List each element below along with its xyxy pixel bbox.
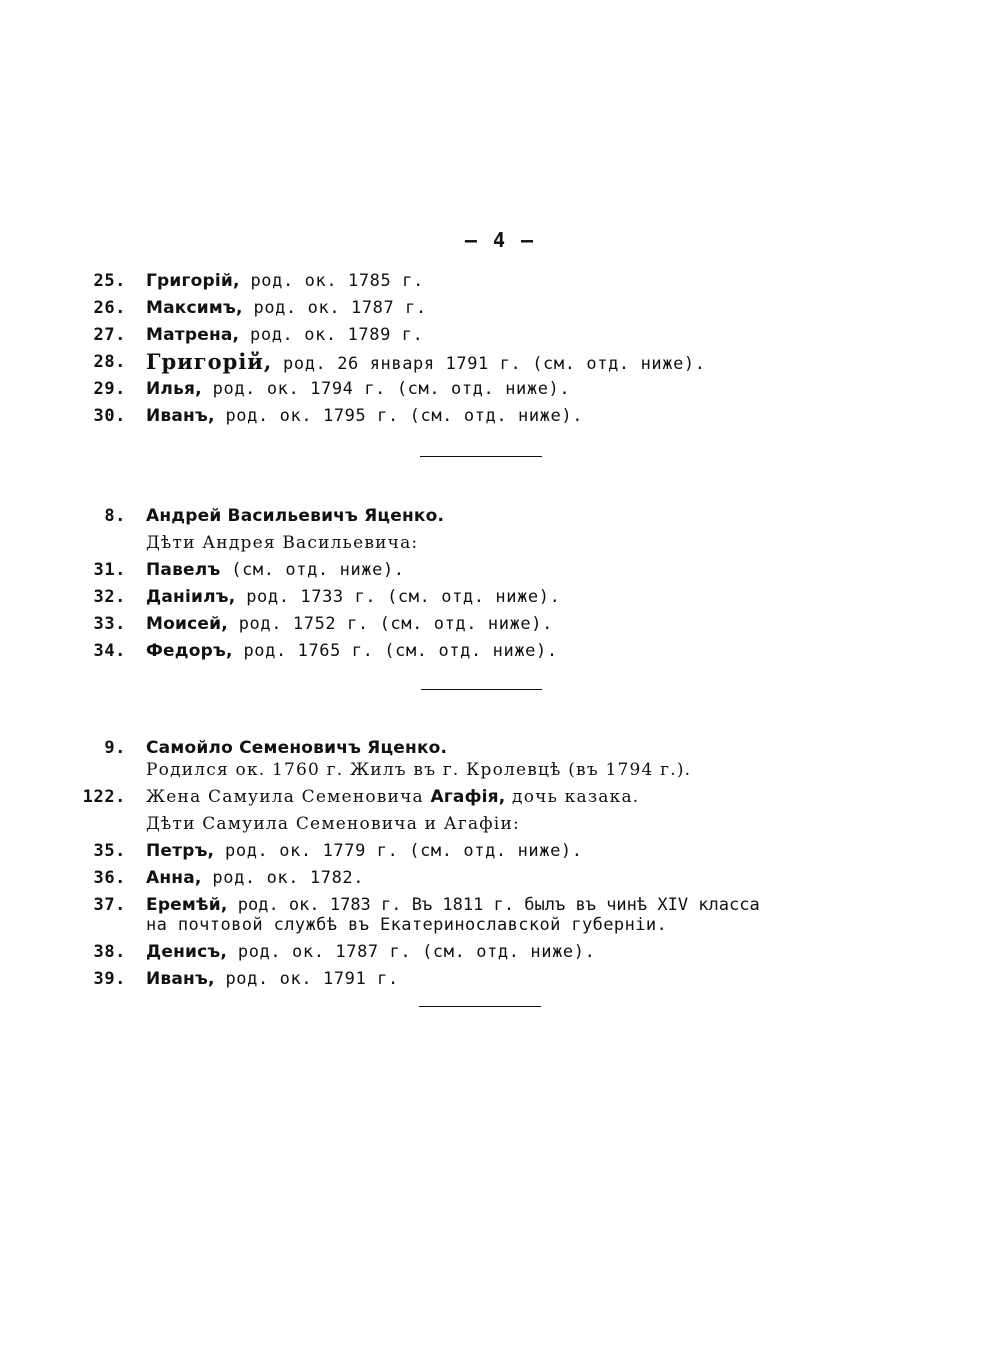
entry-details: род. ок. 1791 г. <box>214 969 399 989</box>
entry-number: 33. <box>93 614 126 634</box>
person-name: Анна, <box>146 868 202 888</box>
section-divider <box>419 1006 541 1007</box>
entry-details: род. ок. 1794 г. (см. отд. ниже). <box>201 379 571 399</box>
entry-details: род. ок. 1789 г. <box>239 325 424 345</box>
entry-number: 35. <box>93 841 126 861</box>
person-name: Матрена, <box>146 325 240 345</box>
section-divider <box>420 456 542 457</box>
entry-number: 9. <box>104 738 126 758</box>
entry-number: 122. <box>82 787 126 807</box>
person-name: Илья, <box>146 379 202 399</box>
person-name: Петръ, <box>146 841 215 861</box>
person-name: Даніилъ, <box>146 587 236 607</box>
person-name: Григорій, <box>146 271 240 291</box>
entry-number: 39. <box>93 969 126 989</box>
page-number: — 4 — <box>464 228 536 252</box>
entry-details: род. ок. 1783 г. Въ 1811 г. былъ въ чинѣ XIV класса <box>227 895 760 915</box>
entry-details: род. ок. 1785 г. <box>239 271 424 291</box>
entry-details: род. 1752 г. (см. отд. ниже). <box>227 614 553 634</box>
entry-details: род. 26 января 1791 г. (см. отд. ниже). <box>272 354 706 374</box>
entry-number: 38. <box>93 942 126 962</box>
entry-number: 28. <box>93 352 126 372</box>
person-name: Денисъ, <box>146 942 228 962</box>
person-name: Еремѣй, <box>146 895 228 915</box>
entry-number: 25. <box>93 271 126 291</box>
entry-details: род. ок. 1782. <box>201 868 365 888</box>
entry-number: 34. <box>93 641 126 661</box>
entry-number: 8. <box>104 506 126 526</box>
person-name: Максимъ, <box>146 298 243 318</box>
entry-details: (см. отд. ниже). <box>220 560 405 580</box>
entry-number: 27. <box>93 325 126 345</box>
entry-number: 31. <box>93 560 126 580</box>
person-name: Григорій, <box>146 349 273 374</box>
person-name: Агафія, <box>430 787 506 807</box>
entry-details: род. 1765 г. (см. отд. ниже). <box>232 641 558 661</box>
person-name: Иванъ, <box>146 406 215 426</box>
person-name: Иванъ, <box>146 969 215 989</box>
entry-details: род. ок. 1787 г. <box>242 298 427 318</box>
section-divider <box>421 689 542 690</box>
person-name: Моисей, <box>146 614 228 634</box>
entry-number: 37. <box>93 895 126 915</box>
person-name: Самойло Семеновичъ Яценко. <box>146 738 448 758</box>
entry-details: род. ок. 1787 г. (см. отд. ниже). <box>227 942 596 962</box>
entry-number: 32. <box>93 587 126 607</box>
entry-details: дочь казака. <box>505 787 640 807</box>
entry-number: 30. <box>93 406 126 426</box>
entry-details: Жена Самуила Семеновича <box>146 787 431 807</box>
entry-number: 29. <box>93 379 126 399</box>
person-name: Федоръ, <box>146 641 233 661</box>
person-name: Павелъ <box>146 560 221 580</box>
entry-number: 26. <box>93 298 126 318</box>
entry-details: род. 1733 г. (см. отд. ниже). <box>235 587 561 607</box>
entry-number: 36. <box>93 868 126 888</box>
entry-details: род. ок. 1795 г. (см. отд. ниже). <box>214 406 584 426</box>
person-name: Андрей Васильевичъ Яценко. <box>146 506 445 526</box>
entry-details: род. ок. 1779 г. (см. отд. ниже). <box>214 841 583 861</box>
